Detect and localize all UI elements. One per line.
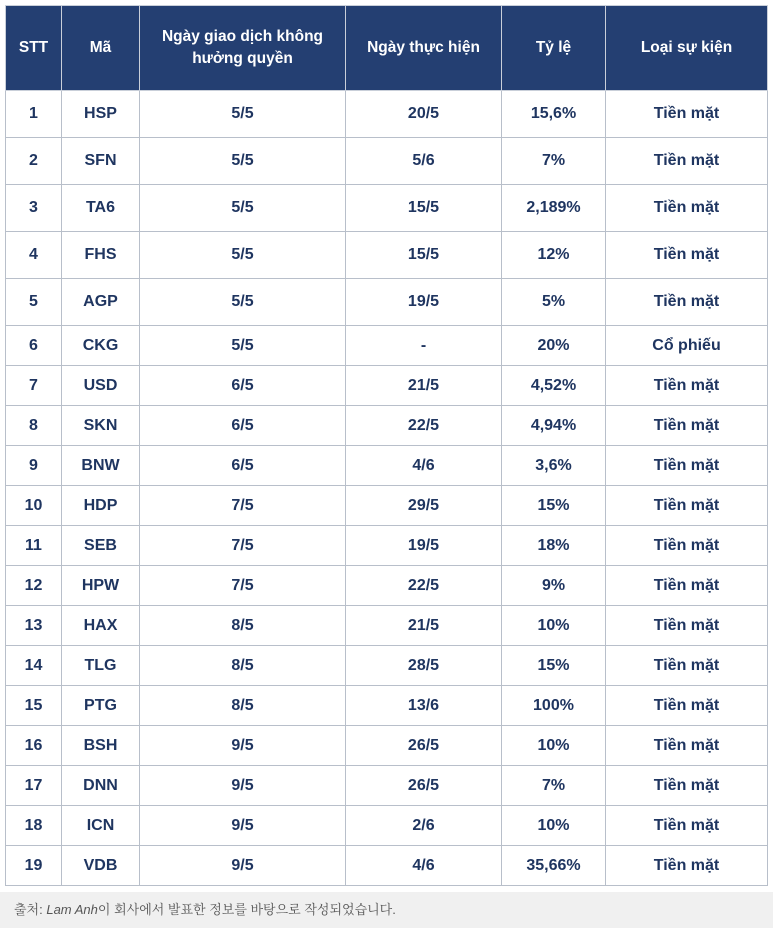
cell-execution-date: 22/5 <box>346 406 502 446</box>
cell-event-type: Tiền mặt <box>606 566 768 606</box>
cell-event-type: Tiền mặt <box>606 138 768 185</box>
cell-ticker: AGP <box>62 279 140 326</box>
cell-ex-rights-date: 7/5 <box>140 486 346 526</box>
cell-execution-date: 13/6 <box>346 686 502 726</box>
cell-ratio: 10% <box>502 606 606 646</box>
cell-ratio: 3,6% <box>502 446 606 486</box>
cell-ex-rights-date: 7/5 <box>140 526 346 566</box>
table-row <box>6 446 768 486</box>
cell-ticker: SKN <box>62 406 140 446</box>
table-row <box>6 91 768 138</box>
table-row <box>6 806 768 846</box>
cell-ratio: 4,52% <box>502 366 606 406</box>
cell-execution-date: - <box>346 326 502 366</box>
cell-ratio: 100% <box>502 686 606 726</box>
cell-execution-date: 26/5 <box>346 766 502 806</box>
cell-event-type: Tiền mặt <box>606 686 768 726</box>
cell-ticker: BSH <box>62 726 140 766</box>
cell-ex-rights-date: 8/5 <box>140 646 346 686</box>
caption-prefix: 출처: <box>14 902 47 917</box>
cell-execution-date: 19/5 <box>346 526 502 566</box>
cell-ex-rights-date: 9/5 <box>140 846 346 886</box>
cell-stt: 6 <box>6 326 62 366</box>
table-row <box>6 766 768 806</box>
table-row <box>6 566 768 606</box>
cell-ticker: CKG <box>62 326 140 366</box>
cell-ticker: TA6 <box>62 185 140 232</box>
table-row <box>6 232 768 279</box>
table-row <box>6 138 768 185</box>
cell-event-type: Tiền mặt <box>606 366 768 406</box>
cell-ratio: 18% <box>502 526 606 566</box>
cell-execution-date: 29/5 <box>346 486 502 526</box>
cell-ratio: 35,66% <box>502 846 606 886</box>
cell-execution-date: 21/5 <box>346 366 502 406</box>
cell-event-type: Tiền mặt <box>606 766 768 806</box>
caption-author: Lam Anh <box>46 902 98 917</box>
cell-ratio: 9% <box>502 566 606 606</box>
cell-stt: 17 <box>6 766 62 806</box>
cell-ticker: SEB <box>62 526 140 566</box>
cell-stt: 1 <box>6 91 62 138</box>
cell-ratio: 7% <box>502 138 606 185</box>
cell-execution-date: 2/6 <box>346 806 502 846</box>
header-event-type: Loại sự kiện <box>606 6 768 91</box>
cell-ratio: 5% <box>502 279 606 326</box>
cell-event-type: Tiền mặt <box>606 406 768 446</box>
cell-stt: 3 <box>6 185 62 232</box>
cell-event-type: Cổ phiếu <box>606 326 768 366</box>
table-row <box>6 846 768 886</box>
cell-event-type: Tiền mặt <box>606 726 768 766</box>
table-row <box>6 366 768 406</box>
cell-ticker: HPW <box>62 566 140 606</box>
cell-event-type: Tiền mặt <box>606 279 768 326</box>
cell-ticker: HDP <box>62 486 140 526</box>
cell-ratio: 12% <box>502 232 606 279</box>
header-execution-date: Ngày thực hiện <box>346 6 502 91</box>
cell-ticker: USD <box>62 366 140 406</box>
header-ex-rights-date: Ngày giao dịch không hưởng quyền <box>140 6 346 91</box>
cell-ex-rights-date: 8/5 <box>140 686 346 726</box>
cell-ticker: PTG <box>62 686 140 726</box>
cell-ex-rights-date: 5/5 <box>140 185 346 232</box>
cell-execution-date: 26/5 <box>346 726 502 766</box>
cell-ratio: 7% <box>502 766 606 806</box>
cell-ex-rights-date: 7/5 <box>140 566 346 606</box>
cell-ex-rights-date: 6/5 <box>140 366 346 406</box>
cell-execution-date: 15/5 <box>346 232 502 279</box>
cell-execution-date: 22/5 <box>346 566 502 606</box>
cell-stt: 15 <box>6 686 62 726</box>
cell-ticker: DNN <box>62 766 140 806</box>
cell-ticker: HAX <box>62 606 140 646</box>
caption-suffix: 이 회사에서 발표한 정보를 바탕으로 작성되었습니다. <box>97 902 396 917</box>
cell-ratio: 10% <box>502 726 606 766</box>
header-ticker: Mã <box>62 6 140 91</box>
cell-event-type: Tiền mặt <box>606 185 768 232</box>
cell-execution-date: 19/5 <box>346 279 502 326</box>
table-row <box>6 486 768 526</box>
cell-event-type: Tiền mặt <box>606 232 768 279</box>
cell-execution-date: 4/6 <box>346 446 502 486</box>
cell-execution-date: 5/6 <box>346 138 502 185</box>
cell-event-type: Tiền mặt <box>606 646 768 686</box>
source-caption <box>0 892 773 928</box>
table-row <box>6 406 768 446</box>
cell-execution-date: 20/5 <box>346 91 502 138</box>
dividend-schedule-table <box>5 5 768 886</box>
cell-ticker: ICN <box>62 806 140 846</box>
cell-ratio: 15% <box>502 486 606 526</box>
cell-ex-rights-date: 9/5 <box>140 726 346 766</box>
cell-ticker: FHS <box>62 232 140 279</box>
cell-ex-rights-date: 8/5 <box>140 606 346 646</box>
cell-ex-rights-date: 6/5 <box>140 406 346 446</box>
table-header-row <box>6 6 768 91</box>
header-stt: STT <box>6 6 62 91</box>
table-row <box>6 326 768 366</box>
table-row <box>6 526 768 566</box>
cell-ticker: BNW <box>62 446 140 486</box>
cell-ratio: 4,94% <box>502 406 606 446</box>
cell-ex-rights-date: 9/5 <box>140 806 346 846</box>
table-body <box>6 91 768 886</box>
table-row <box>6 606 768 646</box>
cell-event-type: Tiền mặt <box>606 606 768 646</box>
cell-ticker: SFN <box>62 138 140 185</box>
table-row <box>6 686 768 726</box>
cell-stt: 5 <box>6 279 62 326</box>
cell-execution-date: 15/5 <box>346 185 502 232</box>
table-row <box>6 185 768 232</box>
cell-event-type: Tiền mặt <box>606 486 768 526</box>
cell-stt: 10 <box>6 486 62 526</box>
cell-ticker: TLG <box>62 646 140 686</box>
cell-stt: 2 <box>6 138 62 185</box>
cell-stt: 16 <box>6 726 62 766</box>
cell-event-type: Tiền mặt <box>606 526 768 566</box>
header-ratio: Tỷ lệ <box>502 6 606 91</box>
table-row <box>6 726 768 766</box>
cell-stt: 14 <box>6 646 62 686</box>
cell-stt: 8 <box>6 406 62 446</box>
cell-stt: 18 <box>6 806 62 846</box>
cell-execution-date: 21/5 <box>346 606 502 646</box>
cell-ratio: 10% <box>502 806 606 846</box>
cell-stt: 9 <box>6 446 62 486</box>
cell-stt: 4 <box>6 232 62 279</box>
cell-ex-rights-date: 5/5 <box>140 138 346 185</box>
cell-ratio: 15,6% <box>502 91 606 138</box>
cell-ticker: VDB <box>62 846 140 886</box>
table-row <box>6 646 768 686</box>
cell-ratio: 20% <box>502 326 606 366</box>
cell-event-type: Tiền mặt <box>606 446 768 486</box>
cell-event-type: Tiền mặt <box>606 846 768 886</box>
cell-ex-rights-date: 5/5 <box>140 326 346 366</box>
cell-ratio: 2,189% <box>502 185 606 232</box>
cell-ex-rights-date: 5/5 <box>140 232 346 279</box>
cell-stt: 13 <box>6 606 62 646</box>
cell-stt: 12 <box>6 566 62 606</box>
cell-ex-rights-date: 9/5 <box>140 766 346 806</box>
cell-ticker: HSP <box>62 91 140 138</box>
table-row <box>6 279 768 326</box>
cell-stt: 11 <box>6 526 62 566</box>
cell-event-type: Tiền mặt <box>606 806 768 846</box>
cell-execution-date: 4/6 <box>346 846 502 886</box>
cell-stt: 7 <box>6 366 62 406</box>
cell-ratio: 15% <box>502 646 606 686</box>
cell-event-type: Tiền mặt <box>606 91 768 138</box>
cell-stt: 19 <box>6 846 62 886</box>
cell-ex-rights-date: 5/5 <box>140 91 346 138</box>
cell-ex-rights-date: 6/5 <box>140 446 346 486</box>
cell-execution-date: 28/5 <box>346 646 502 686</box>
cell-ex-rights-date: 5/5 <box>140 279 346 326</box>
